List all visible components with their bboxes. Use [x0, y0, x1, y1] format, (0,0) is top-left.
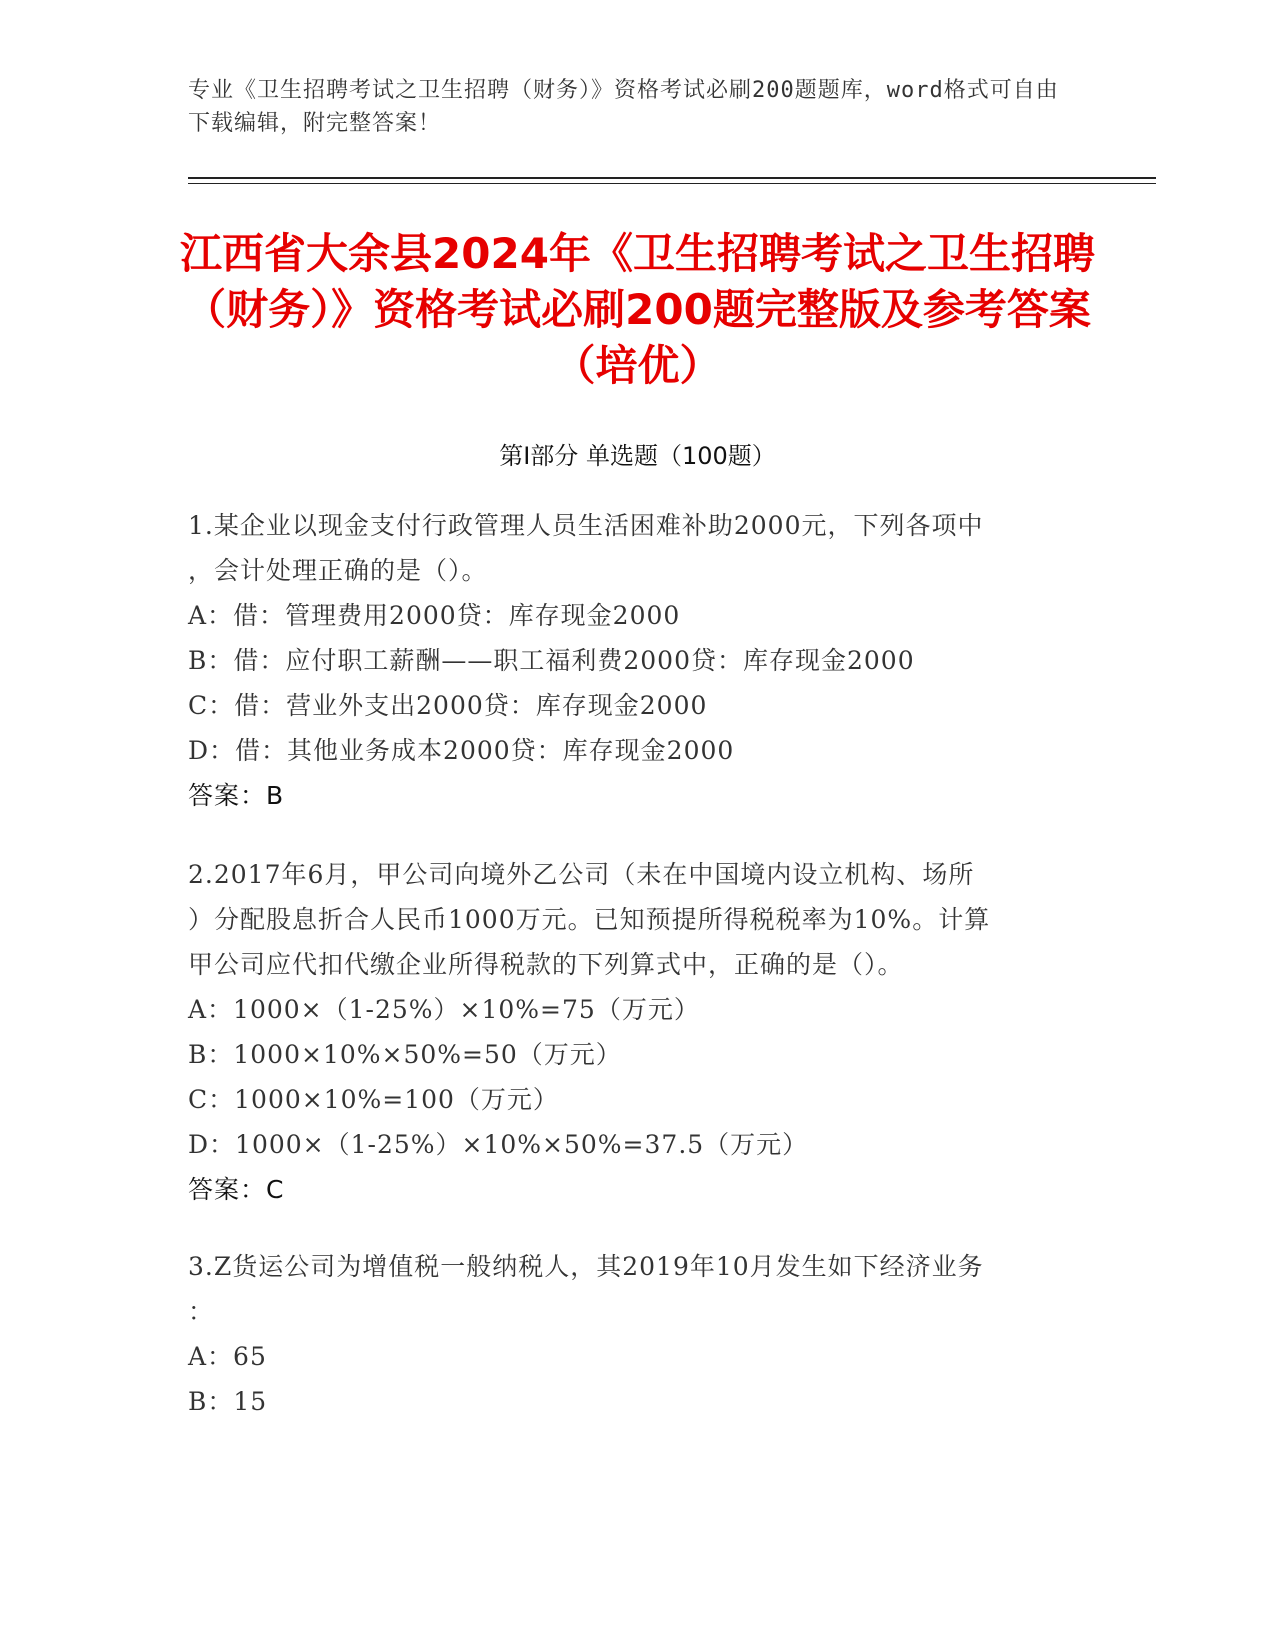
document-title: 江西省大余县2024年《卫生招聘考试之卫生招聘（财务）》资格考试必刷200题完整版及参考答案（培优） [180, 229, 1095, 390]
option-a: A：65 [188, 1342, 267, 1371]
option-d: D：1000×（1-25%）×10%×50%=37.5（万元） [188, 1130, 809, 1159]
question-stem-line: ，会计处理正确的是（）。 [188, 556, 488, 585]
question-1 [188, 503, 1078, 818]
option-a: A：1000×（1-25%）×10%=75（万元） [188, 995, 700, 1024]
section-title: 第Ⅰ部分 单选题（100题） [499, 442, 776, 470]
question-stem-line: 甲公司应代扣代缴企业所得税款的下列算式中，正确的是（）。 [188, 950, 904, 979]
header-divider-thin [188, 183, 1156, 184]
answer: 答案：C [188, 1175, 285, 1204]
header-note: 专业《卫生招聘考试之卫生招聘（财务）》资格考试必刷200题题库，word格式可自由下载编辑，附完整答案！ [188, 78, 1059, 136]
option-a: A：借：管理费用2000贷：库存现金2000 [188, 601, 681, 630]
header-divider-thick [188, 177, 1156, 179]
option-b: B：1000×10%×50%=50（万元） [188, 1040, 622, 1069]
question-stem-line: ）分配股息折合人民币1000万元。已知预提所得税税率为10%。计算 [188, 905, 991, 934]
question-stem-line: 3.Z货运公司为增值税一般纳税人，其2019年10月发生如下经济业务 [188, 1252, 984, 1281]
question-2 [188, 852, 1078, 1212]
question-stem-line: ： [188, 1297, 215, 1326]
option-b: B：15 [188, 1387, 268, 1416]
question-stem-line: 1.某企业以现金支付行政管理人员生活困难补助2000元，下列各项中 [188, 511, 984, 540]
question-3 [188, 1244, 1078, 1424]
answer: 答案：B [188, 781, 285, 810]
option-c: C：借：营业外支出2000贷：库存现金2000 [188, 691, 708, 720]
option-d: D：借：其他业务成本2000贷：库存现金2000 [188, 736, 735, 765]
option-b: B：借：应付职工薪酬——职工福利费2000贷：库存现金2000 [188, 646, 915, 675]
option-c: C：1000×10%=100（万元） [188, 1085, 559, 1114]
question-stem-line: 2.2017年6月，甲公司向境外乙公司（未在中国境内设立机构、场所 [188, 860, 975, 889]
